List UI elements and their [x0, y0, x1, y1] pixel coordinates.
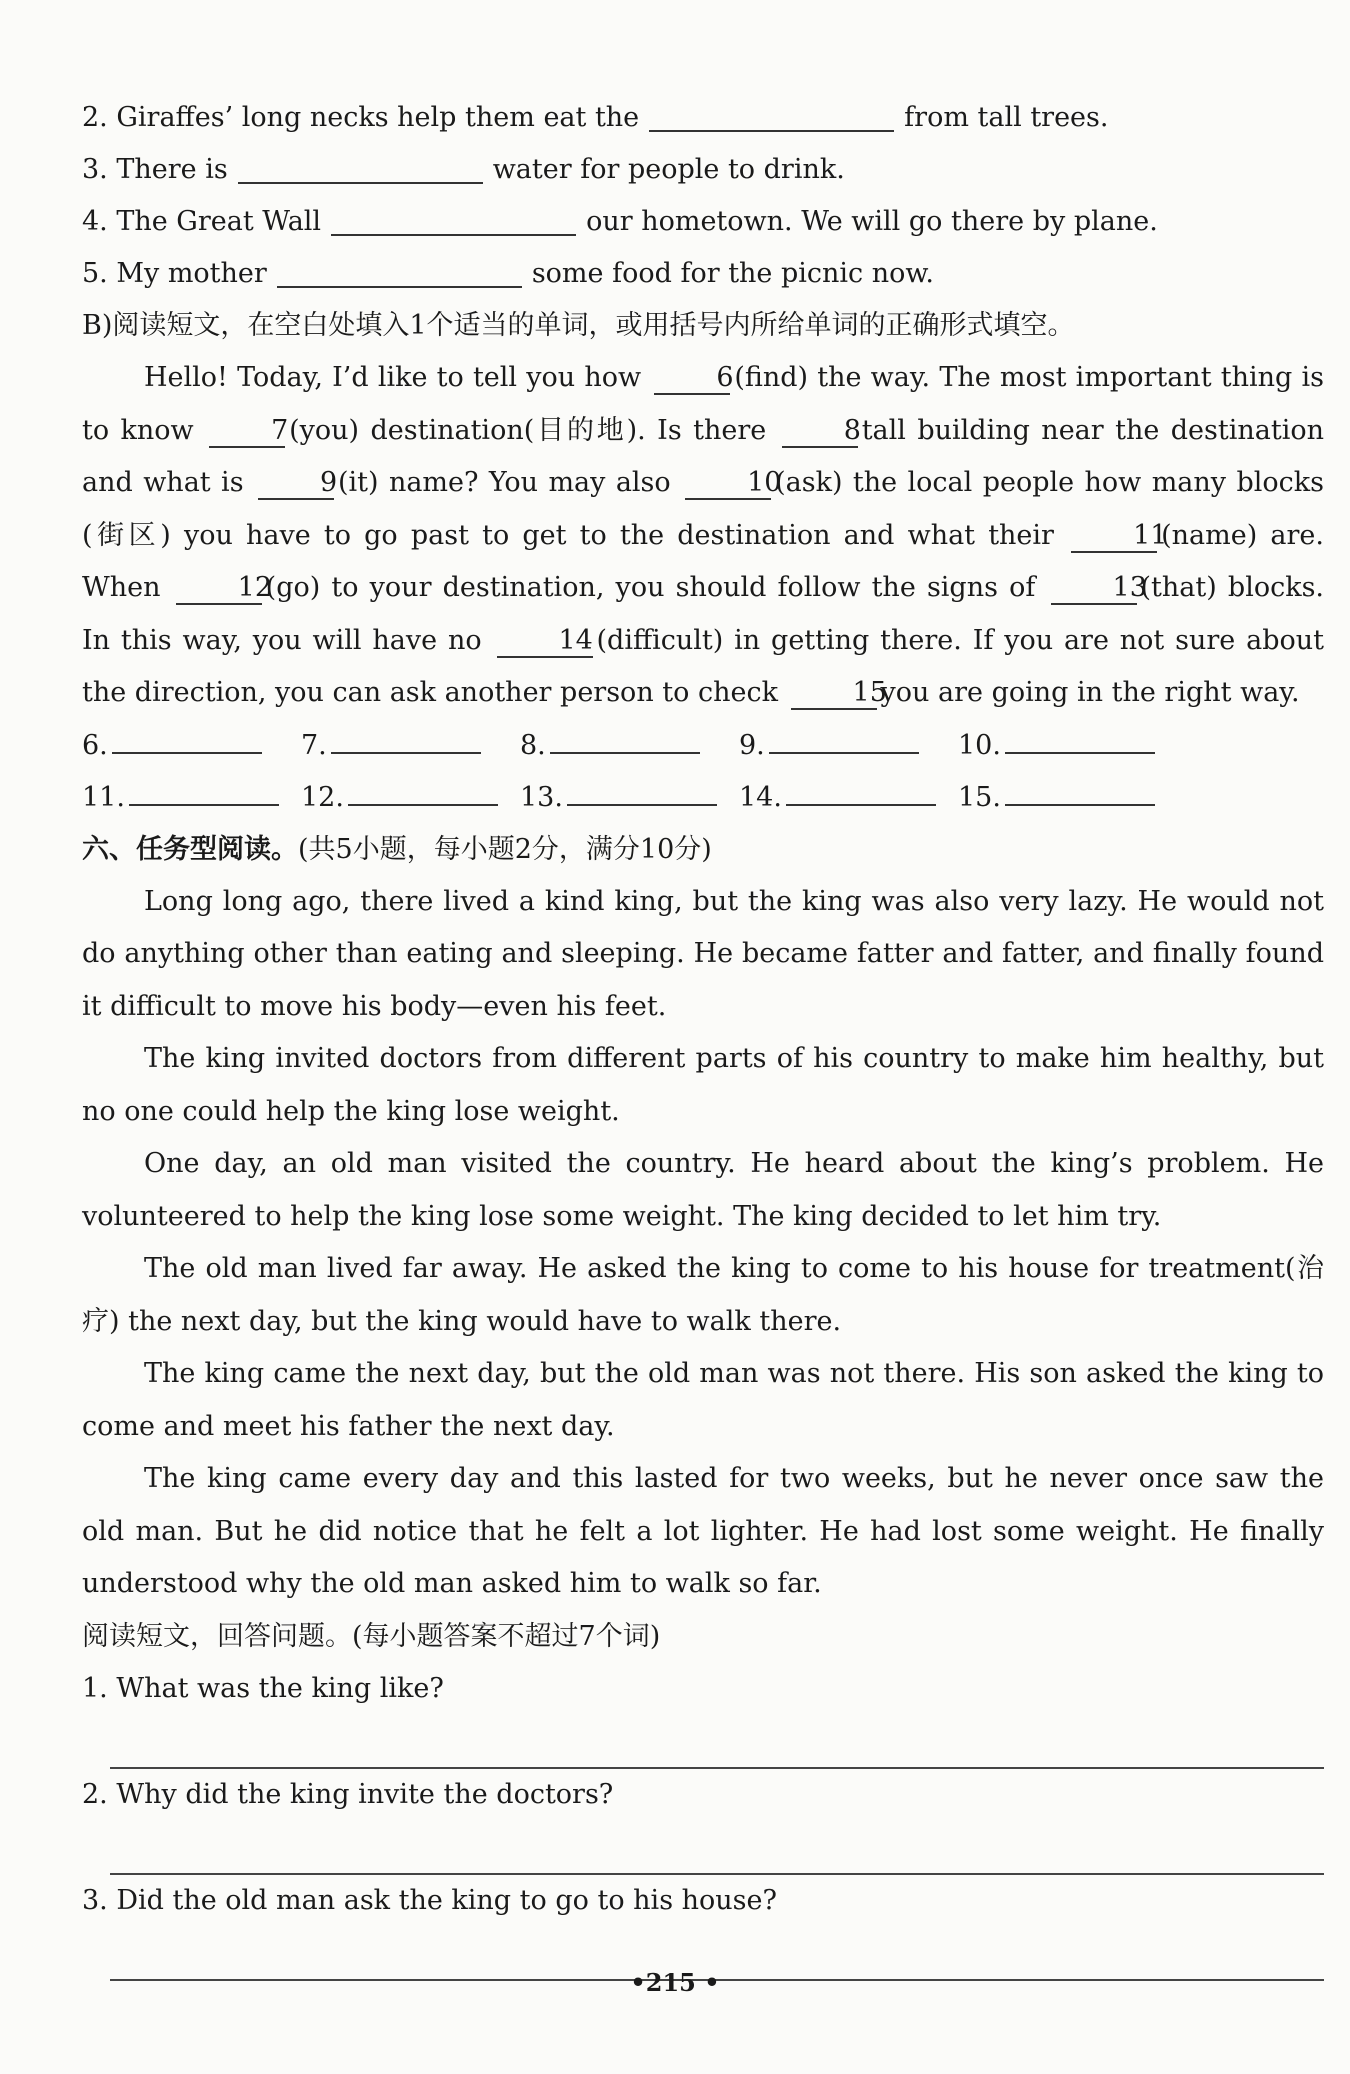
answer-row-1: [82, 720, 1324, 772]
answer-underline[interactable]: [550, 726, 700, 754]
answer-number: 10.: [958, 729, 1001, 761]
answer-underline[interactable]: [567, 778, 717, 806]
answer-blank[interactable]: [238, 152, 483, 184]
passage-text: (you) destination(目的地). Is there: [289, 414, 767, 446]
question-2: 2. Why did the king invite the doctors?: [82, 1778, 614, 1810]
answer-number: 11.: [82, 781, 125, 813]
passage-text: you are going in the right way.: [880, 677, 1300, 708]
blank-13: 13: [1051, 573, 1137, 605]
blank-14: 14: [497, 626, 593, 658]
passage-text: (find) the way. The most important thing is to know: [82, 362, 1324, 446]
sentence-text: 3. There is: [82, 154, 228, 185]
answer-slot[interactable]: [520, 720, 739, 772]
sentence-text: our hometown. We will go there by plane.: [586, 206, 1158, 237]
answer-line-1[interactable]: [110, 1715, 1324, 1769]
answer-slot[interactable]: [739, 720, 958, 772]
answer-underline[interactable]: [1005, 726, 1155, 754]
sentence-5: [82, 248, 1324, 300]
question-3: 3. Did the old man ask the king to go to his house?: [82, 1884, 777, 1916]
story-paragraph: The old man lived far away. He asked the king to come to his house for treatment(治疗) the next day, but the king would have to walk there.: [82, 1253, 1324, 1337]
answer-number: 9.: [739, 729, 765, 761]
answer-underline[interactable]: [331, 726, 481, 754]
blank-15: 15: [791, 678, 877, 710]
questions-instruction: 阅读短文，回答问题。(每小题答案不超过7个词): [82, 1620, 661, 1652]
answer-slot[interactable]: [958, 720, 1177, 772]
answer-underline[interactable]: [348, 778, 498, 806]
passage-text: (it) name? You may also: [337, 467, 671, 498]
answer-slot[interactable]: [958, 772, 1177, 824]
answer-slot[interactable]: [82, 720, 301, 772]
answer-underline[interactable]: [112, 726, 262, 754]
worksheet-page: [82, 92, 1324, 1981]
answer-line-2[interactable]: [110, 1821, 1324, 1875]
answer-slot[interactable]: [82, 772, 301, 824]
answer-slot[interactable]: [739, 772, 958, 824]
story-paragraph: One day, an old man visited the country. He heard about the king’s problem. He volunteered to help the king lose some weight. The king decided to let him try.: [82, 1148, 1324, 1232]
sentence-4: [82, 196, 1324, 248]
answer-slot[interactable]: [301, 772, 520, 824]
answer-row-2: [82, 772, 1324, 824]
passage-text: (ask) the local people how many blocks (街区) you have to go past to get to the destination and what their: [82, 467, 1324, 551]
answer-number: 13.: [520, 781, 563, 813]
story-paragraph: The king came every day and this lasted for two weeks, but he never once saw the old man. But he did notice that he felt a lot lighter. He had lost some weight. He finally understood why the old man asked him to walk so far.: [82, 1463, 1324, 1599]
answer-number: 8.: [520, 729, 546, 761]
section-note: (共5小题，每小题2分，满分10分): [298, 833, 712, 865]
passage-text: (difficult) in getting there. If you are not sure about the direction, you can ask another person to check: [82, 624, 1324, 708]
blank-6: 6: [654, 363, 730, 395]
story-paragraph: The king invited doctors from different parts of his country to make him healthy, but no one could help the king lose weight.: [82, 1043, 1324, 1127]
passage-text: (name) are. When: [82, 519, 1324, 603]
answer-slot[interactable]: [301, 720, 520, 772]
blank-7: 7: [209, 416, 285, 448]
section-6-heading: [82, 824, 1324, 876]
sentence-2: [82, 92, 1324, 144]
blank-10: 10: [685, 468, 771, 500]
blank-9: 9: [258, 468, 334, 500]
story-paragraph: The king came the next day, but the old man was not there. His son asked the king to come and meet his father the next day.: [82, 1358, 1324, 1442]
sentence-text: water for people to drink.: [492, 154, 845, 185]
answer-underline[interactable]: [786, 778, 936, 806]
passage-text: (go) to your destination, you should follow the signs of: [265, 572, 1036, 603]
blank-8: 8: [782, 416, 858, 448]
sentence-text: 2. Giraffes’ long necks help them eat the: [82, 102, 640, 133]
sentence-text: from tall trees.: [904, 102, 1109, 133]
passage-text: tall building near the destination and what is: [82, 414, 1324, 498]
answer-slot[interactable]: [520, 772, 739, 824]
blank-12: 12: [176, 573, 262, 605]
section-title: 六、任务型阅读。: [82, 833, 298, 865]
answer-number: 7.: [301, 729, 327, 761]
sentence-text: some food for the picnic now.: [531, 258, 934, 289]
part-b-heading: B)阅读短文，在空白处填入1个适当的单词，或用括号内所给单词的正确形式填空。: [82, 310, 1075, 341]
sentence-text: 4. The Great Wall: [82, 206, 322, 237]
page-number: •215 •: [630, 1968, 720, 1997]
answer-underline[interactable]: [1005, 778, 1155, 806]
story-paragraph: Long long ago, there lived a kind king, but the king was also very lazy. He would not do anything other than eating and sleeping. He became fatter and fatter, and finally found it difficult to move his body—even his feet.: [82, 885, 1324, 1022]
answer-number: 12.: [301, 781, 344, 813]
answer-blank[interactable]: [277, 256, 522, 288]
sentence-text: 5. My mother: [82, 258, 267, 289]
blank-11: 11: [1071, 521, 1157, 553]
passage-text: (that) blocks. In this way, you will have no: [82, 572, 1325, 656]
passage-text: Hello! Today, I’d like to tell you how: [144, 362, 642, 393]
answer-blank[interactable]: [649, 100, 894, 132]
answer-underline[interactable]: [769, 726, 919, 754]
answer-number: 14.: [739, 781, 782, 813]
answer-blank[interactable]: [331, 204, 576, 236]
sentence-3: [82, 144, 1324, 196]
answer-underline[interactable]: [129, 778, 279, 806]
answer-number: 15.: [958, 781, 1001, 813]
cloze-passage: [82, 352, 1324, 720]
answer-number: 6.: [82, 729, 108, 761]
question-1: 1. What was the king like?: [82, 1672, 444, 1704]
